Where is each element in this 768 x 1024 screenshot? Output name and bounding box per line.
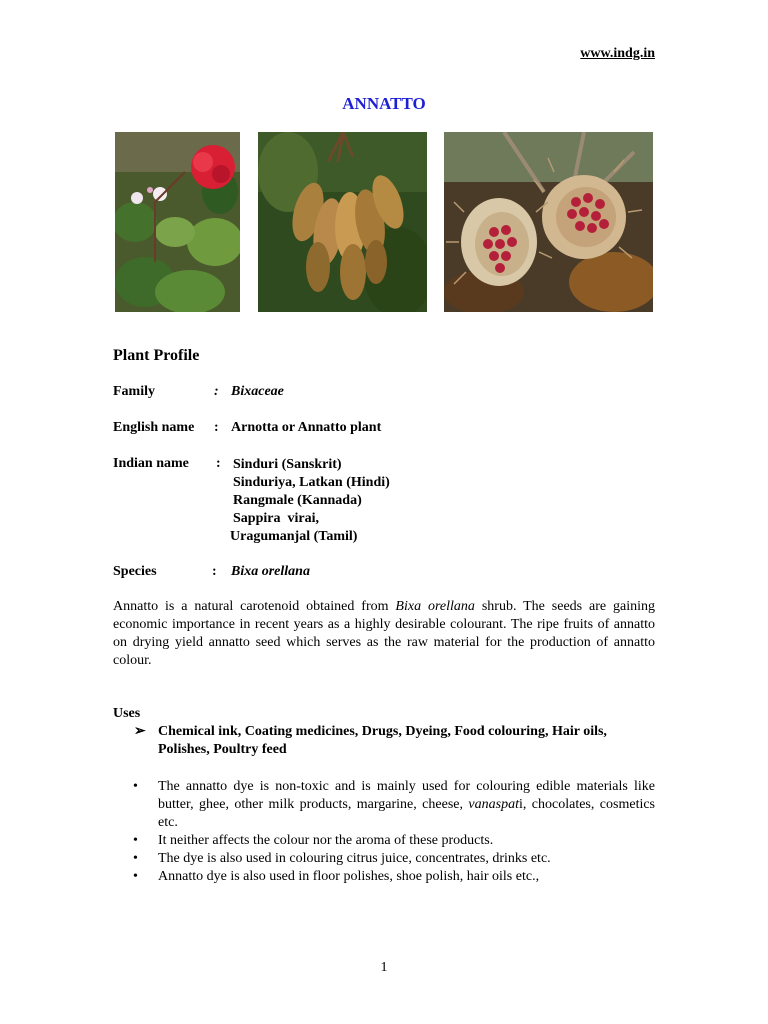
intro-text-continued: shrub. The seeds are gaining economic importance in recent years as a highly desirable colourant. The ripe fruits of annatto on drying yield annatto seed which serves as the raw material for the production of annatto colour.	[113, 599, 656, 668]
bullet-icon: •	[133, 833, 138, 848]
list-item-italic: vanaspat	[468, 797, 519, 812]
species-label: Species	[113, 564, 157, 579]
intro-paragraph	[113, 598, 655, 670]
bullet-icon: •	[133, 779, 138, 794]
open-pods-photo	[444, 132, 653, 312]
family-value: Bixaceae	[231, 384, 284, 399]
species-colon: :	[212, 564, 217, 579]
list-item-text-continued: i, chocolates, cosmetics etc.	[158, 797, 656, 830]
flowering-branch-photo	[115, 132, 240, 312]
bullet-icon: •	[133, 851, 138, 866]
list-item	[113, 850, 655, 868]
indian-name-line: Sinduriya, Latkan (Hindi)	[233, 475, 390, 490]
family-label: Family	[113, 384, 155, 399]
list-item	[113, 868, 655, 886]
english-name-label: English name	[113, 420, 195, 435]
list-item-text: The annatto dye is non-toxic and is mainly used for colouring edible materials like butter, ghee, other milk products, margarine, cheese,	[158, 779, 655, 812]
photo-strip	[0, 132, 768, 312]
english-name-colon: :	[214, 420, 219, 435]
intro-text: Annatto is a natural carotenoid obtained from	[113, 599, 396, 614]
indian-name-label: Indian name	[113, 456, 189, 471]
indian-name-values	[230, 456, 390, 546]
page-title: ANNATTO	[342, 94, 426, 113]
indian-name-colon: :	[216, 456, 221, 471]
species-value: Bixa orellana	[231, 564, 310, 579]
list-item-text: Annatto dye is also used in floor polishes, shoe polish, hair oils etc.,	[158, 869, 540, 884]
hanging-pods-photo	[258, 132, 427, 312]
list-item	[113, 832, 655, 850]
list-item-text: The dye is also used in colouring citrus juice, concentrates, drinks etc.	[158, 851, 551, 866]
indian-name-line: Sinduri (Sanskrit)	[233, 457, 342, 472]
uses-bullet-list	[113, 778, 655, 886]
english-name-value: Arnotta or Annatto plant	[231, 420, 382, 435]
uses-heading: Uses	[113, 706, 141, 721]
arrow-bullet-icon: ➢	[134, 724, 146, 739]
intro-species-italic: Bixa orellana	[395, 599, 475, 614]
page-number: 1	[380, 960, 388, 975]
uses-summary-text: Chemical ink, Coating medicines, Drugs, Dyeing, Food colouring, Hair oils, Polishes, Poultry feed	[158, 724, 607, 757]
plant-profile-heading: Plant Profile	[113, 347, 200, 364]
site-link[interactable]: www.indg.in	[580, 46, 655, 61]
indian-name-line: Sappira virai,	[233, 511, 319, 526]
indian-name-line: Uragumanjal (Tamil)	[230, 529, 358, 544]
list-item-text: It neither affects the colour nor the aroma of these products.	[158, 833, 494, 848]
indian-name-line: Rangmale (Kannada)	[233, 493, 362, 508]
family-colon: :	[214, 384, 219, 399]
bullet-icon: •	[133, 869, 138, 884]
list-item	[113, 778, 655, 832]
